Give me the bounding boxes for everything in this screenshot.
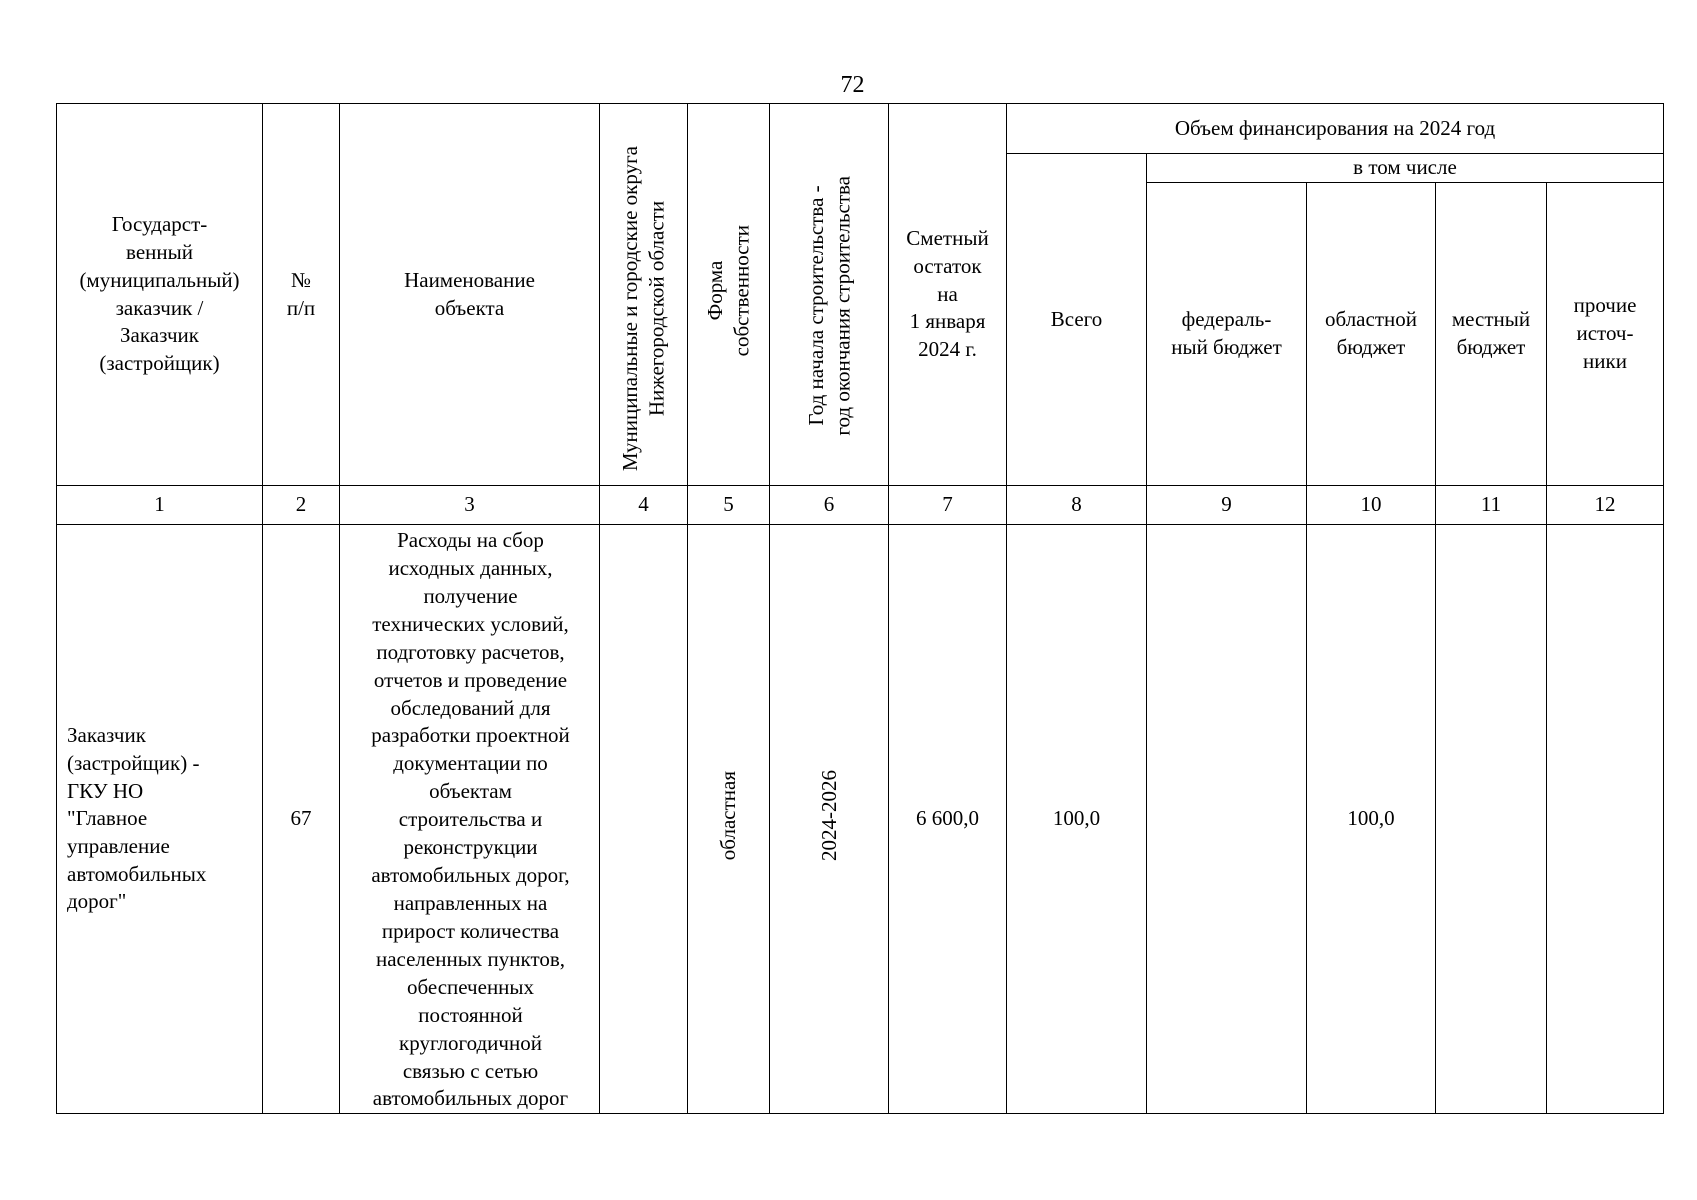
column-number: 4 bbox=[600, 486, 688, 525]
column-number-row bbox=[57, 486, 1664, 525]
column-number: 12 bbox=[1547, 486, 1664, 525]
cell-municipality bbox=[600, 525, 688, 1114]
header-object-name: Наименование объекта bbox=[340, 104, 600, 486]
cell-years bbox=[770, 525, 889, 1114]
header-years bbox=[770, 104, 889, 486]
header-customer: Государст- венный (муниципальный) заказчик / Заказчик (застройщик) bbox=[57, 104, 263, 486]
header-municipality bbox=[600, 104, 688, 486]
column-number: 9 bbox=[1147, 486, 1307, 525]
column-number: 5 bbox=[688, 486, 770, 525]
column-number: 8 bbox=[1007, 486, 1147, 525]
cell-customer: Заказчик (застройщик) - ГКУ НО "Главное управление автомобильных дорог" bbox=[57, 525, 263, 1114]
cell-local bbox=[1436, 525, 1547, 1114]
column-number: 10 bbox=[1307, 486, 1436, 525]
column-number: 2 bbox=[263, 486, 340, 525]
header-ownership bbox=[688, 104, 770, 486]
cell-number: 67 bbox=[263, 525, 340, 1114]
cell-regional: 100,0 bbox=[1307, 525, 1436, 1114]
header-local: местный бюджет bbox=[1436, 183, 1547, 486]
header-regional: областной бюджет bbox=[1307, 183, 1436, 486]
column-number: 1 bbox=[57, 486, 263, 525]
cell-ownership-text: областная bbox=[716, 770, 741, 860]
column-number: 11 bbox=[1436, 486, 1547, 525]
header-municipality-line1: Муниципальные и городские округа bbox=[618, 146, 643, 472]
header-number: № п/п bbox=[263, 104, 340, 486]
header-remaining-estimate: Сметный остаток на 1 января 2024 г. bbox=[889, 104, 1007, 486]
header-row-top bbox=[57, 104, 1664, 154]
header-ownership-line1: Форма bbox=[703, 260, 728, 321]
cell-federal bbox=[1147, 525, 1307, 1114]
cell-years-text: 2024-2026 bbox=[816, 769, 841, 861]
header-financing-group: Объем финансирования на 2024 год bbox=[1007, 104, 1664, 154]
header-including: в том числе bbox=[1147, 154, 1664, 183]
cell-total: 100,0 bbox=[1007, 525, 1147, 1114]
header-years-line2: год окончания строительства bbox=[830, 175, 854, 436]
cell-remaining-estimate: 6 600,0 bbox=[889, 525, 1007, 1114]
cell-object-name: Расходы на сбор исходных данных, получение технических условий, подготовку расчетов, отчетов и проведение обследований для разработки проектной документации по объектам строительства и реконструкции автомобильных дорог, направленных на прирост количества населенных пунктов, обеспеченных постоянной круглогодичной связью с сетью автомобильных дорог bbox=[340, 525, 600, 1114]
header-other: прочие источ- ники bbox=[1547, 183, 1664, 486]
header-ownership-line2: собственности bbox=[729, 224, 754, 357]
header-total: Всего bbox=[1007, 154, 1147, 486]
financing-table bbox=[56, 103, 1664, 1114]
cell-ownership bbox=[688, 525, 770, 1114]
header-municipality-line2: Нижегородской области bbox=[644, 201, 669, 417]
table-row bbox=[57, 525, 1664, 1114]
cell-other bbox=[1547, 525, 1664, 1114]
header-federal: федераль- ный бюджет bbox=[1147, 183, 1307, 486]
page-number: 72 bbox=[840, 72, 865, 98]
column-number: 3 bbox=[340, 486, 600, 525]
column-number: 7 bbox=[889, 486, 1007, 525]
header-years-line1: Год начала строительства - bbox=[803, 185, 828, 426]
column-number: 6 bbox=[770, 486, 889, 525]
